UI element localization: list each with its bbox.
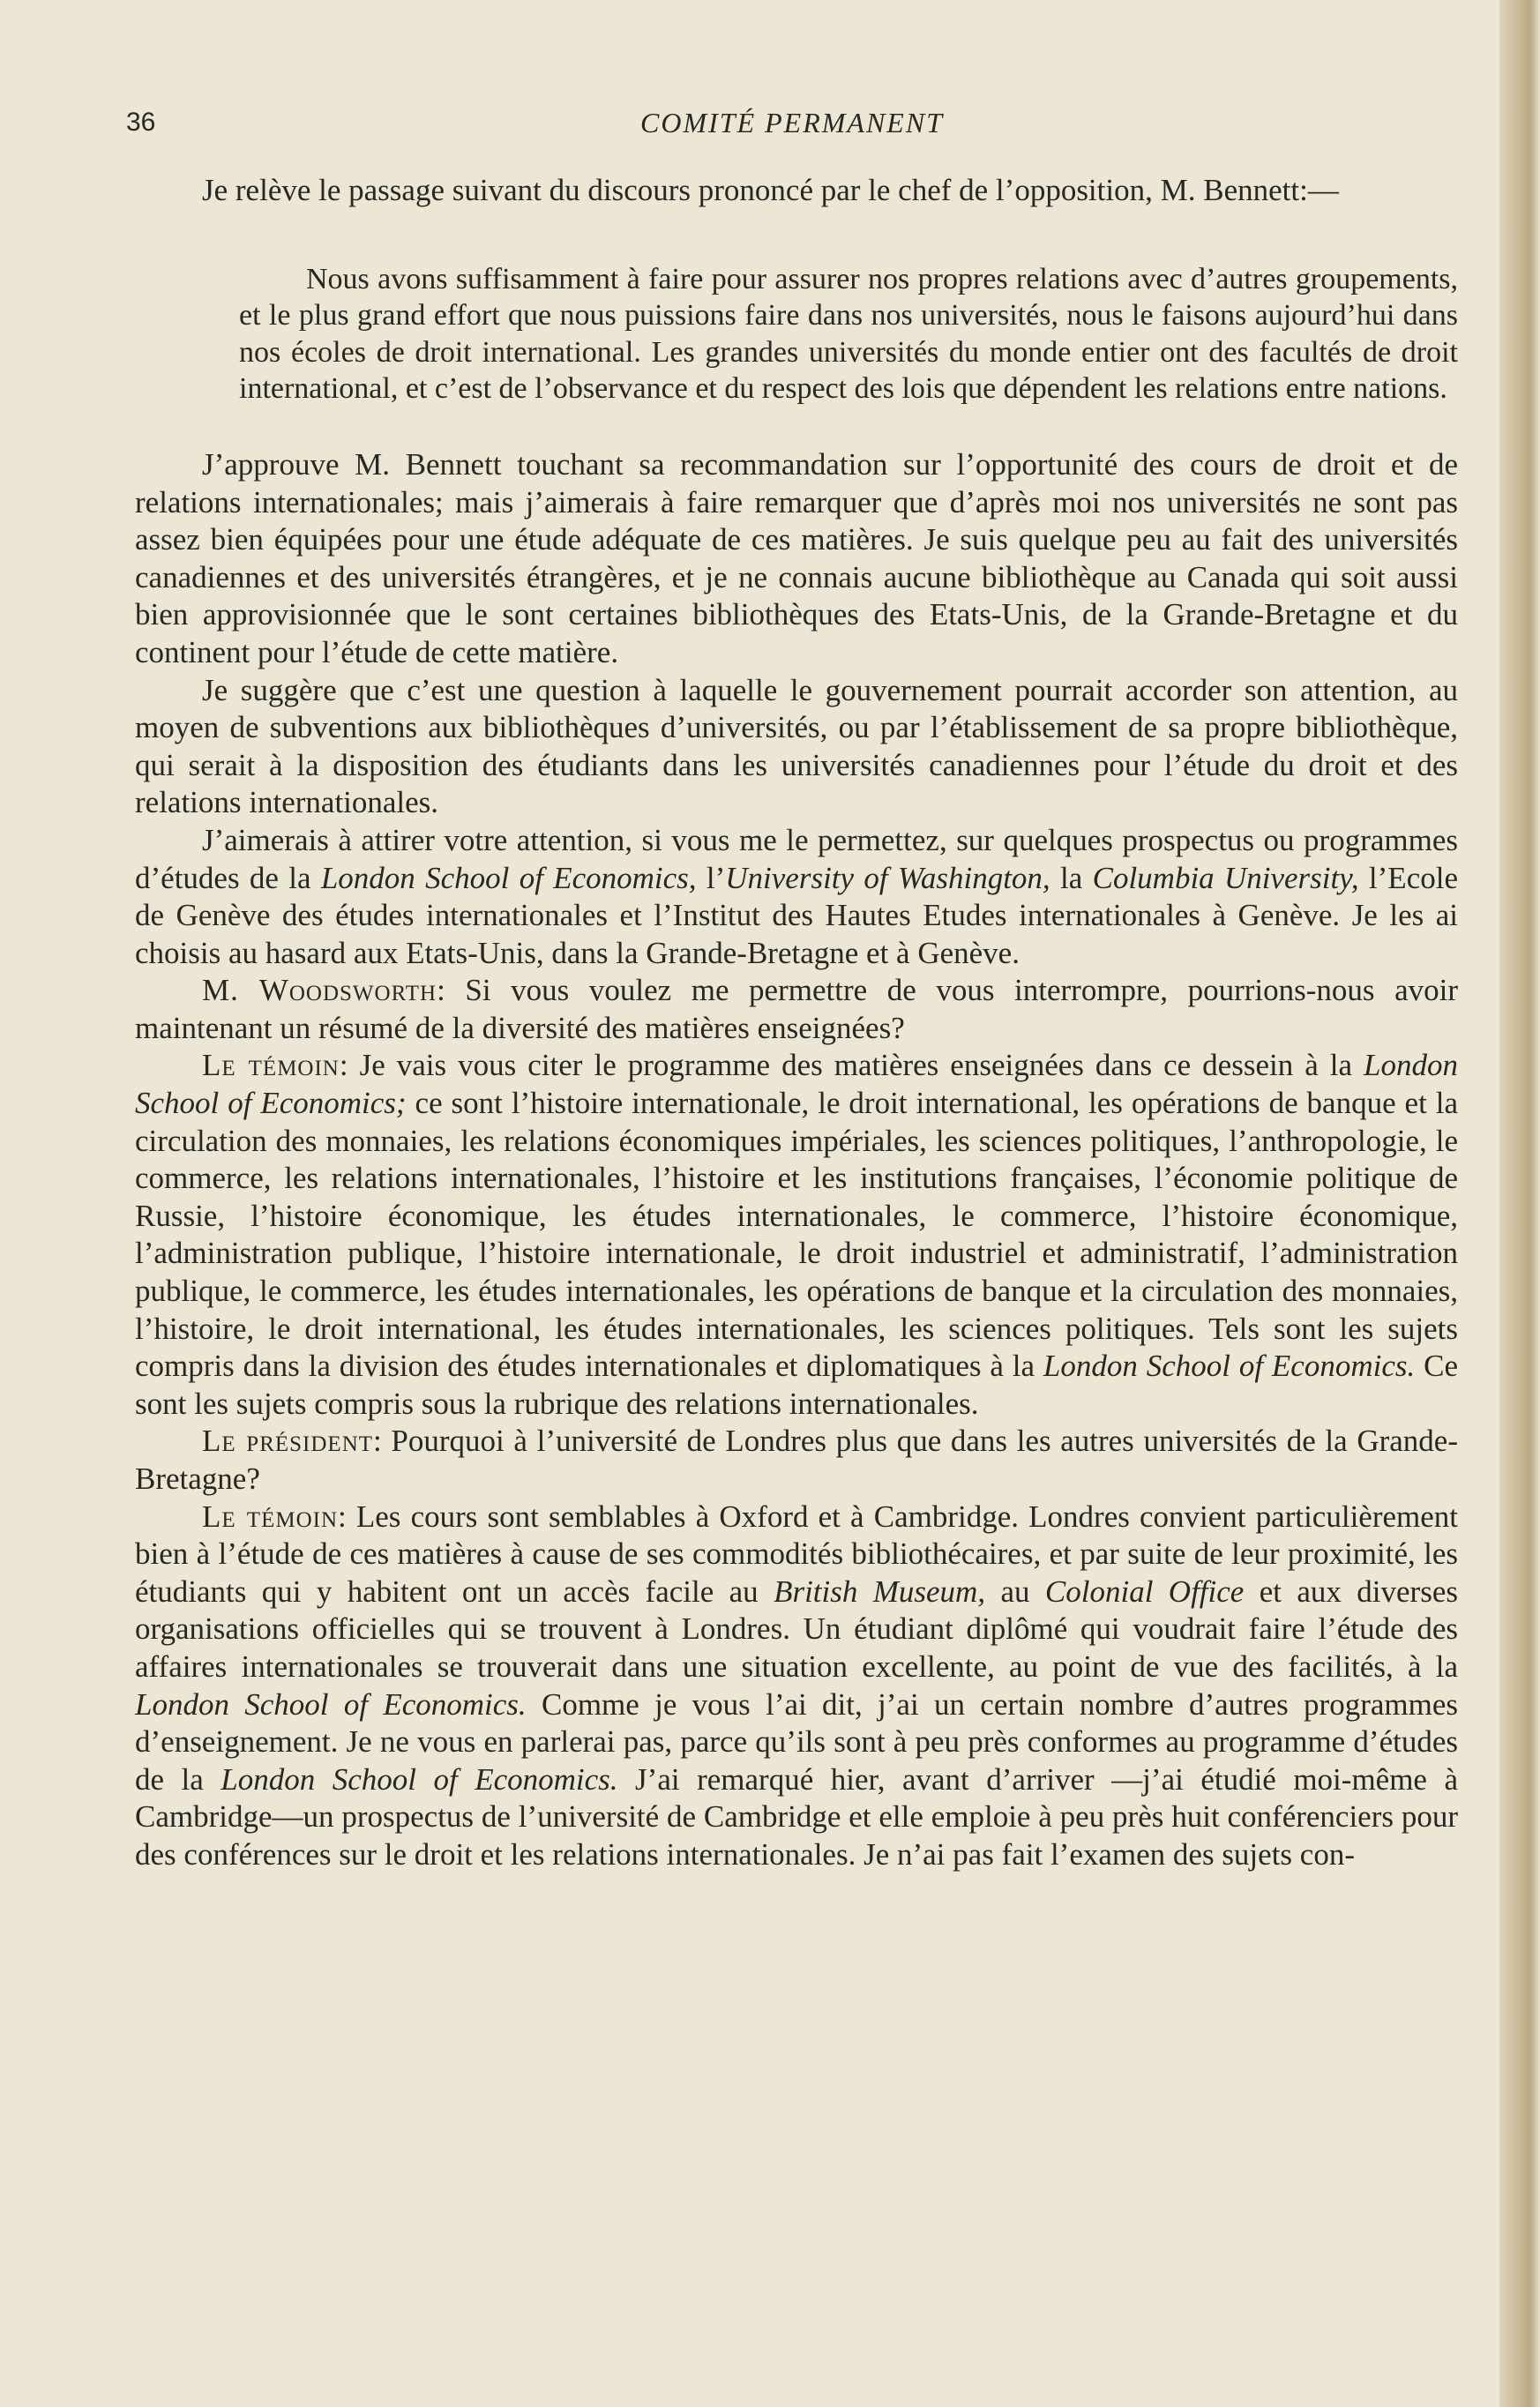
italic-institution: London School of Economics. bbox=[1043, 1349, 1416, 1384]
text-run: Ce sont les sujets compris sous la rubrique des relations internationales. bbox=[135, 1349, 1458, 1421]
italic-institution: London School of Economics. bbox=[221, 1761, 618, 1797]
paragraph-witness-1 bbox=[135, 1047, 1458, 1423]
text-run: Comme je vous l’ai dit, j’ai un certain nombre d’autres programmes d’enseignement. Je ne vous en parlerai pas, parce qu’ils sont à peu près conformes au programme d’études de la bbox=[135, 1686, 1458, 1797]
text-run: ce sont l’histoire internationale, le droit international, les opérations de banque et la circulation des monnaies, les relations économiques impériales, les sciences politiques, l’anthropologie, le commerce, les relations internationales, l’histoire et les institutions françaises, l’économie politique de Russie, l’histoire économique, les études internationales, le commerce, l’histoire économique, l’administration publique, l’histoire internationale, le droit industriel et administratif, l’administration publique, le commerce, les études internationales, les opérations de banque et la circulation des monnaies, l’histoire, le droit international, les études internationales, les sciences politiques. Tels sont les sujets compris dans la division des études internationales et diplomatiques à la bbox=[135, 1086, 1458, 1384]
paragraph-president bbox=[135, 1423, 1458, 1498]
block-quote: Nous avons suffisamment à faire pour assurer nos propres relations avec d’autres groupements, et le plus grand effort que nous puissions faire dans nos universités, nous le faisons aujourd’hui dans nos écoles de droit international. Les grandes universités du monde entier ont des facultés de droit international, et c’est de l’observance et du respect des lois que dépendent les relations entre nations. bbox=[239, 262, 1458, 406]
italic-institution: Colonial Office bbox=[1044, 1574, 1245, 1609]
page-number: 36 bbox=[126, 108, 156, 137]
text-run: : Les cours sont semblables à Oxford et à Cambridge. Londres convient particulièrement bien à l’étude de ces matières à cause de ses commodités bibliothécaires, et par suite de leur proximité, les étudiants qui y habitent ont un accès facile au bbox=[135, 1499, 1458, 1609]
italic-institution: Columbia University, bbox=[1092, 860, 1359, 895]
text-run: : Si vous voulez me permettre de vous interrompre, pourrions-nous avoir maintenant un résumé de la diversité des matières enseignées? bbox=[135, 973, 1458, 1045]
page-header bbox=[126, 101, 1458, 144]
speaker-name: Le témoin bbox=[202, 1499, 339, 1534]
italic-institution: London School of Economics, bbox=[320, 860, 697, 895]
text-run: la bbox=[1050, 860, 1093, 895]
page-body bbox=[135, 172, 1458, 1874]
text-run: l’ bbox=[696, 860, 726, 895]
italic-institution: University of Washington, bbox=[725, 860, 1050, 895]
paragraph-woodsworth bbox=[135, 972, 1458, 1047]
text-run: et aux diverses organisations officielles qui se trouvent à Londres. Un étudiant diplômé qui voudrait faire l’étude des affaires internationales se trouverait dans une situation excellente, au point de vue des facilités, à la bbox=[135, 1574, 1458, 1684]
text-run: : Je vais vous citer le programme des matières enseignées dans ce dessein à la bbox=[339, 1048, 1364, 1083]
italic-institution: London School of Economics; bbox=[135, 1048, 1458, 1121]
page-edge-shadow bbox=[1499, 0, 1540, 2407]
italic-institution: London School of Economics. bbox=[135, 1686, 527, 1722]
italic-institution: British Museum, bbox=[774, 1574, 986, 1609]
speaker-name: Le président bbox=[202, 1424, 374, 1459]
paragraph-intro: Je relève le passage suivant du discours prononcé par le chef de l’opposition, M. Bennett:— bbox=[202, 173, 1339, 207]
text-run: J’aimerais à attirer votre attention, si vous me le permettez, sur quelques prospectus ou programmes d’études de la bbox=[135, 822, 1458, 895]
speaker-name: Le témoin bbox=[202, 1048, 340, 1083]
paragraph-witness-2 bbox=[135, 1499, 1458, 1874]
text-run: J’ai remarqué hier, avant d’arriver —j’ai étudié moi-même à Cambridge—un prospectus de l’université de Cambridge et elle emploie à peu près huit conférenciers pour des conférences sur le droit et les relations internationales. Je n’ai pas fait l’examen des sujets con- bbox=[135, 1761, 1458, 1872]
running-title: COMITÉ PERMANENT bbox=[640, 107, 944, 138]
text-run: : Pourquoi à l’université de Londres plus que dans les autres universités de la Grande-Bretagne? bbox=[135, 1424, 1459, 1496]
text-run: au bbox=[985, 1574, 1045, 1609]
paragraph-prospectus bbox=[135, 822, 1458, 972]
paragraph-approval: J’approuve M. Bennett touchant sa recommandation sur l’opportunité des cours de droit et de relations internationales; mais j’aimerais à faire remarquer que d’après moi nos universités ne sont pas assez bien équipées pour une étude adéquate de ces matières. Je suis quelque peu au fait des universités canadiennes et des universités étrangères, et je ne connais aucune bibliothèque au Canada qui soit aussi bien approvisionnée que le sont certaines bibliothèques des Etats-Unis, de la Grande-Bretagne et du continent pour l’étude de cette matière. bbox=[135, 446, 1458, 669]
text-run: l’Ecole de Genève des études internationales et l’Institut des Hautes Etudes internationales à Genève. Je les ai choisis au hasard aux Etats-Unis, dans la Grande-Bretagne et à Genève. bbox=[135, 860, 1458, 970]
paragraph-suggestion: Je suggère que c’est une question à laquelle le gouvernement pourrait accorder son attention, au moyen de subventions aux bibliothèques d’universités, ou par l’établissement de sa propre bibliothèque, qui serait à la disposition des étudiants dans les universités canadiennes pour l’étude du droit et des relations internationales. bbox=[135, 672, 1458, 820]
speaker-name: M. Woodsworth bbox=[202, 973, 437, 1008]
